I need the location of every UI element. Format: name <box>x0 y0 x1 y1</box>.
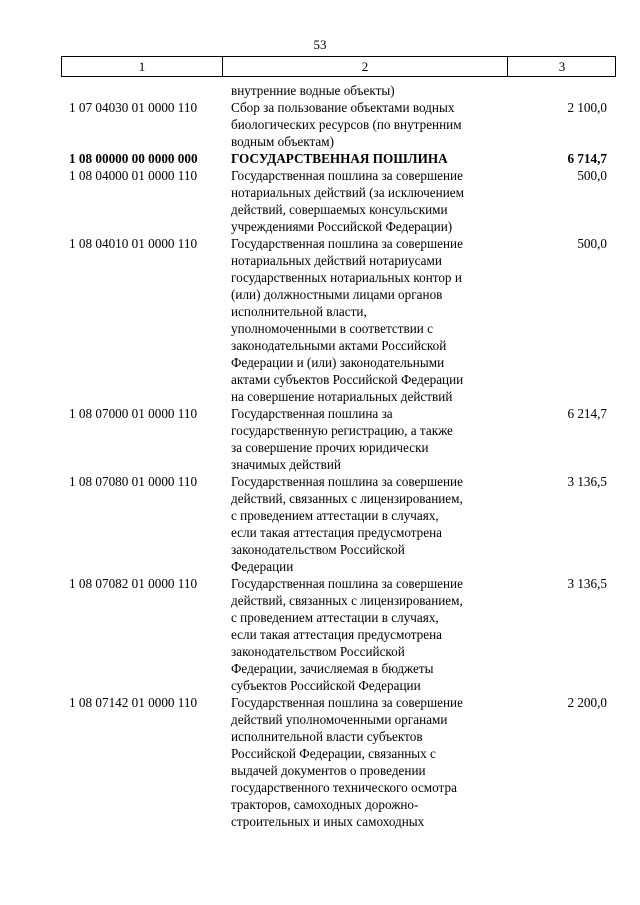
row-description: Государственная пошлина за совершение действий, связанных с лицензированием, с проведением аттестации в случаях, если такая аттестация предусмотрена законодательством Российской Федерации, зачисляемая в бюджеты субъектов Российской Федерации <box>231 576 463 693</box>
table-row-section-total <box>0 150 640 167</box>
table-row <box>0 694 640 830</box>
table-row <box>0 473 640 575</box>
row-description: Сбор за пользование объектами водных биологических ресурсов (по внутренним водным объектам) <box>231 100 462 149</box>
row-amount: 500,0 <box>577 168 607 183</box>
row-description: Государственная пошлина за совершение действий, связанных с лицензированием, с проведением аттестации в случаях, если такая аттестация предусмотрена законодательством Российской Федерации <box>231 474 463 574</box>
table-row <box>0 235 640 405</box>
row-code: 1 08 04010 01 0000 110 <box>69 236 198 251</box>
table-row <box>0 405 640 473</box>
header-col-2: 2 <box>222 57 507 76</box>
row-amount: 3 136,5 <box>567 576 607 591</box>
header-col-1: 1 <box>138 59 146 74</box>
row-code: 1 08 07080 01 0000 110 <box>69 474 198 489</box>
table-row <box>0 575 640 694</box>
page-number: 53 <box>313 37 327 52</box>
row-code: 1 08 07142 01 0000 110 <box>69 695 198 710</box>
row-description: Государственная пошлина за государственную регистрацию, а также за совершение прочих юридически значимых действий <box>231 406 453 472</box>
header-col-3: 3 <box>507 57 616 76</box>
row-description: Государственная пошлина за совершение нотариальных действий (за исключением действий, совершаемых консульскими учреждениями Российской Федерации) <box>231 168 464 234</box>
table-row <box>0 82 640 99</box>
table-header <box>61 56 616 77</box>
row-description: ГОСУДАРСТВЕННАЯ ПОШЛИНА <box>231 151 448 166</box>
row-code: 1 07 04030 01 0000 110 <box>69 100 198 115</box>
row-description: Государственная пошлина за совершение действий уполномоченными органами исполнительной власти субъектов Российской Федерации, связанных с выдачей документов о проведении государственного технического осмотра тракторов, самоходных дорожно- строительных и иных самоходных <box>231 695 463 829</box>
row-code: 1 08 00000 00 0000 000 <box>69 151 198 166</box>
table-row <box>0 99 640 150</box>
row-code: 1 08 04000 01 0000 110 <box>69 168 198 183</box>
row-amount: 6 714,7 <box>567 151 607 166</box>
row-code: 1 08 07082 01 0000 110 <box>69 576 198 591</box>
row-description: Государственная пошлина за совершение нотариальных действий нотариусами государственных нотариальных контор и (или) должностными лицами органов исполнительной власти, уполномоченными в соответствии с законодательными актами Российской Федерации и (или) законодательными актами субъектов Российской Федерации на совершение нотариальных действий <box>231 236 464 404</box>
row-amount: 2 100,0 <box>567 100 607 115</box>
row-amount: 6 214,7 <box>567 406 607 421</box>
row-amount: 500,0 <box>577 236 607 251</box>
row-amount: 3 136,5 <box>567 474 607 489</box>
row-code: 1 08 07000 01 0000 110 <box>69 406 198 421</box>
table-body <box>0 82 640 830</box>
row-description: внутренние водные объекты) <box>231 83 395 98</box>
row-amount: 2 200,0 <box>567 695 607 710</box>
table-row <box>0 167 640 235</box>
